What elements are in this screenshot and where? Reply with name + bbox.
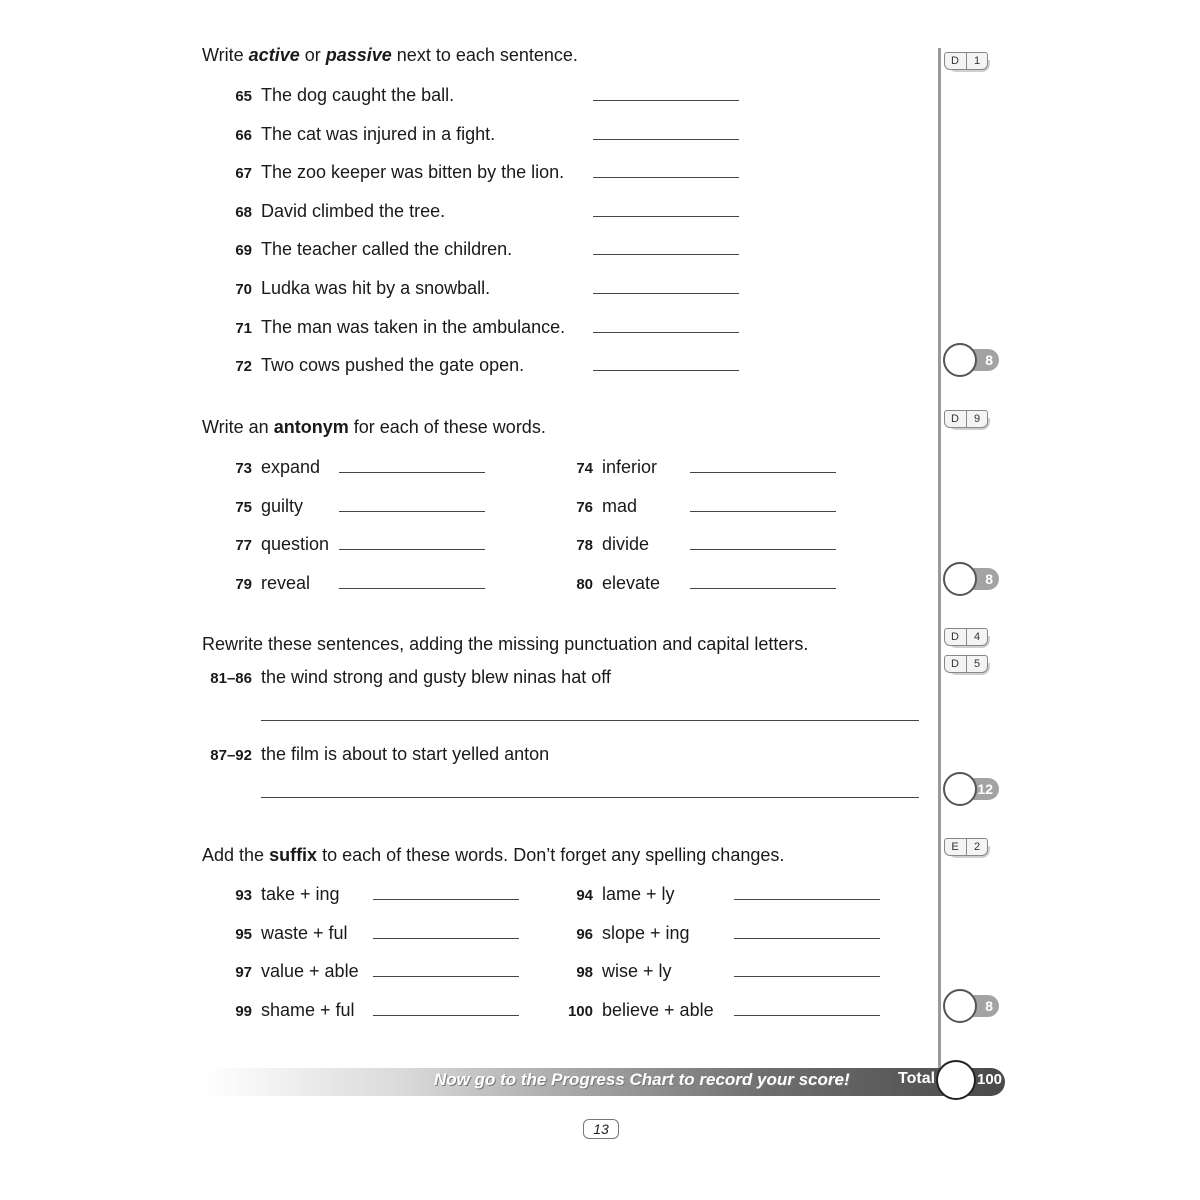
question-text: believe + able xyxy=(602,1000,714,1020)
score-max: 8 xyxy=(985,352,993,368)
question-number: 96 xyxy=(576,926,593,943)
question-text: lame + ly xyxy=(602,884,675,904)
instruction-emphasis: antonym xyxy=(273,417,349,437)
question-number: 69 xyxy=(235,242,252,259)
question-70 xyxy=(224,276,490,300)
question-71 xyxy=(224,315,565,339)
question-text: The teacher called the children. xyxy=(261,239,513,259)
score-max: 8 xyxy=(985,571,993,587)
question-81-86 xyxy=(202,665,611,689)
score-max: 12 xyxy=(977,781,993,797)
score-max: 8 xyxy=(985,998,993,1014)
question-number: 66 xyxy=(235,127,252,144)
score-input-circle[interactable] xyxy=(943,343,977,377)
instruction-text: next to each sentence. xyxy=(391,45,578,65)
answer-line-73[interactable] xyxy=(339,472,485,473)
question-text: shame + ful xyxy=(261,1000,355,1020)
question-80 xyxy=(565,571,660,595)
answer-line-71[interactable] xyxy=(593,332,739,333)
question-number: 77 xyxy=(235,537,252,554)
answer-line-65[interactable] xyxy=(593,100,739,101)
question-number: 93 xyxy=(235,887,252,904)
score-input-circle[interactable] xyxy=(943,772,977,806)
question-text: guilty xyxy=(261,496,304,516)
section4-score xyxy=(943,989,999,1021)
question-text: slope + ing xyxy=(602,923,690,943)
section2-instruction xyxy=(202,417,546,438)
question-text: inferior xyxy=(602,457,658,477)
question-95 xyxy=(224,921,348,945)
question-text: the film is about to start yelled anton xyxy=(261,744,550,764)
question-87-92 xyxy=(202,742,549,766)
total-label: Total xyxy=(898,1070,936,1087)
question-66 xyxy=(224,122,495,146)
total-max: 100 xyxy=(977,1071,1003,1088)
question-number: 81–86 xyxy=(210,670,252,687)
question-number: 74 xyxy=(576,460,593,477)
question-text: Two cows pushed the gate open. xyxy=(261,355,525,375)
answer-line-95[interactable] xyxy=(373,938,519,939)
question-number: 73 xyxy=(235,460,252,477)
answer-line-94[interactable] xyxy=(734,899,880,900)
question-text: take + ing xyxy=(261,884,340,904)
answer-line-70[interactable] xyxy=(593,293,739,294)
question-67 xyxy=(224,160,564,184)
instruction-text: to each of these words. Don’t forget any spelling changes. xyxy=(317,845,785,865)
total-score-circle[interactable] xyxy=(936,1060,976,1100)
question-number: 100 xyxy=(567,1003,593,1020)
question-79 xyxy=(224,571,310,595)
question-text: The zoo keeper was bitten by the lion. xyxy=(261,162,565,182)
answer-line-75[interactable] xyxy=(339,511,485,512)
instruction-text: for each of these words. xyxy=(348,417,546,437)
answer-line-81-86[interactable] xyxy=(261,720,919,721)
reference-book-icon xyxy=(942,838,988,862)
question-text: reveal xyxy=(261,573,311,593)
reference-letter: D xyxy=(951,55,959,67)
question-number: 75 xyxy=(235,499,252,516)
instruction-text: Write an xyxy=(202,417,274,437)
reference-letter: D xyxy=(951,413,959,425)
answer-line-72[interactable] xyxy=(593,370,739,371)
answer-line-93[interactable] xyxy=(373,899,519,900)
reference-book-icon xyxy=(942,52,988,76)
score-input-circle[interactable] xyxy=(943,562,977,596)
question-number: 95 xyxy=(235,926,252,943)
question-68 xyxy=(224,199,445,223)
reference-number: 4 xyxy=(966,629,987,645)
answer-line-74[interactable] xyxy=(690,472,836,473)
question-number: 70 xyxy=(235,281,252,298)
section4-instruction xyxy=(202,845,784,866)
answer-line-77[interactable] xyxy=(339,549,485,550)
question-text: The cat was injured in a fight. xyxy=(261,124,496,144)
question-number: 80 xyxy=(576,576,593,593)
question-number: 98 xyxy=(576,964,593,981)
question-96 xyxy=(565,921,690,945)
question-text: value + able xyxy=(261,961,359,981)
answer-line-68[interactable] xyxy=(593,216,739,217)
progress-chart-message: Now go to the Progress Chart to record your score! xyxy=(434,1070,850,1089)
page-number: 13 xyxy=(583,1119,619,1139)
question-94 xyxy=(565,882,675,906)
question-99 xyxy=(224,998,355,1022)
answer-line-98[interactable] xyxy=(734,976,880,977)
question-text: The dog caught the ball. xyxy=(261,85,455,105)
question-97 xyxy=(224,959,359,983)
margin-line xyxy=(938,48,941,1068)
question-text: wise + ly xyxy=(602,961,672,981)
question-text: question xyxy=(261,534,330,554)
answer-line-79[interactable] xyxy=(339,588,485,589)
question-number: 94 xyxy=(576,887,593,904)
answer-line-67[interactable] xyxy=(593,177,739,178)
answer-line-76[interactable] xyxy=(690,511,836,512)
question-number: 67 xyxy=(235,165,252,182)
reference-letter: D xyxy=(951,631,959,643)
question-text: divide xyxy=(602,534,650,554)
answer-line-78[interactable] xyxy=(690,549,836,550)
question-93 xyxy=(224,882,340,906)
question-74 xyxy=(565,455,657,479)
question-69 xyxy=(224,237,512,261)
question-75 xyxy=(224,494,303,518)
reference-number: 5 xyxy=(966,656,987,672)
question-text: the wind strong and gusty blew ninas hat off xyxy=(261,667,611,687)
reference-book-icon xyxy=(942,410,988,434)
answer-line-99[interactable] xyxy=(373,1015,519,1016)
question-number: 76 xyxy=(576,499,593,516)
instruction-emphasis: active xyxy=(248,45,300,65)
question-number: 72 xyxy=(235,358,252,375)
question-text: expand xyxy=(261,457,321,477)
section1-score xyxy=(943,343,999,375)
question-number: 71 xyxy=(235,320,252,337)
reference-letter: D xyxy=(951,658,959,670)
question-number: 97 xyxy=(235,964,252,981)
question-text: mad xyxy=(602,496,638,516)
question-78 xyxy=(565,532,649,556)
answer-line-100[interactable] xyxy=(734,1015,880,1016)
question-text: elevate xyxy=(602,573,661,593)
question-text: Ludka was hit by a snowball. xyxy=(261,278,491,298)
question-100 xyxy=(556,998,714,1022)
reference-number: 2 xyxy=(966,839,987,855)
instruction-emphasis: passive xyxy=(325,45,392,65)
instruction-text: Add the xyxy=(202,845,270,865)
question-number: 78 xyxy=(576,537,593,554)
reference-book-icon xyxy=(942,655,988,679)
answer-line-87-92[interactable] xyxy=(261,797,919,798)
question-number: 65 xyxy=(235,88,252,105)
question-76 xyxy=(565,494,637,518)
answer-line-97[interactable] xyxy=(373,976,519,977)
question-number: 68 xyxy=(235,204,252,221)
question-text: waste + ful xyxy=(261,923,348,943)
reference-number: 1 xyxy=(966,53,987,69)
answer-line-80[interactable] xyxy=(690,588,836,589)
reference-letter: E xyxy=(951,841,959,853)
question-number: 99 xyxy=(235,1003,252,1020)
question-text: The man was taken in the ambulance. xyxy=(261,317,566,337)
question-65 xyxy=(224,83,454,107)
instruction-text: or xyxy=(299,45,326,65)
reference-number: 9 xyxy=(966,411,987,427)
section3-instruction: Rewrite these sentences, adding the missing punctuation and capital letters. xyxy=(202,634,809,654)
question-98 xyxy=(565,959,672,983)
question-number: 79 xyxy=(235,576,252,593)
instruction-emphasis: suffix xyxy=(269,845,318,865)
instruction-text: Write xyxy=(202,45,249,65)
reference-book-icon xyxy=(942,628,988,652)
answer-line-96[interactable] xyxy=(734,938,880,939)
question-77 xyxy=(224,532,329,556)
section2-score xyxy=(943,562,999,594)
score-input-circle[interactable] xyxy=(943,989,977,1023)
question-73 xyxy=(224,455,320,479)
question-72 xyxy=(224,353,524,377)
answer-line-66[interactable] xyxy=(593,139,739,140)
question-number: 87–92 xyxy=(210,747,252,764)
answer-line-69[interactable] xyxy=(593,254,739,255)
question-text: David climbed the tree. xyxy=(261,201,446,221)
section3-score xyxy=(943,772,999,804)
section1-instruction xyxy=(202,45,578,66)
